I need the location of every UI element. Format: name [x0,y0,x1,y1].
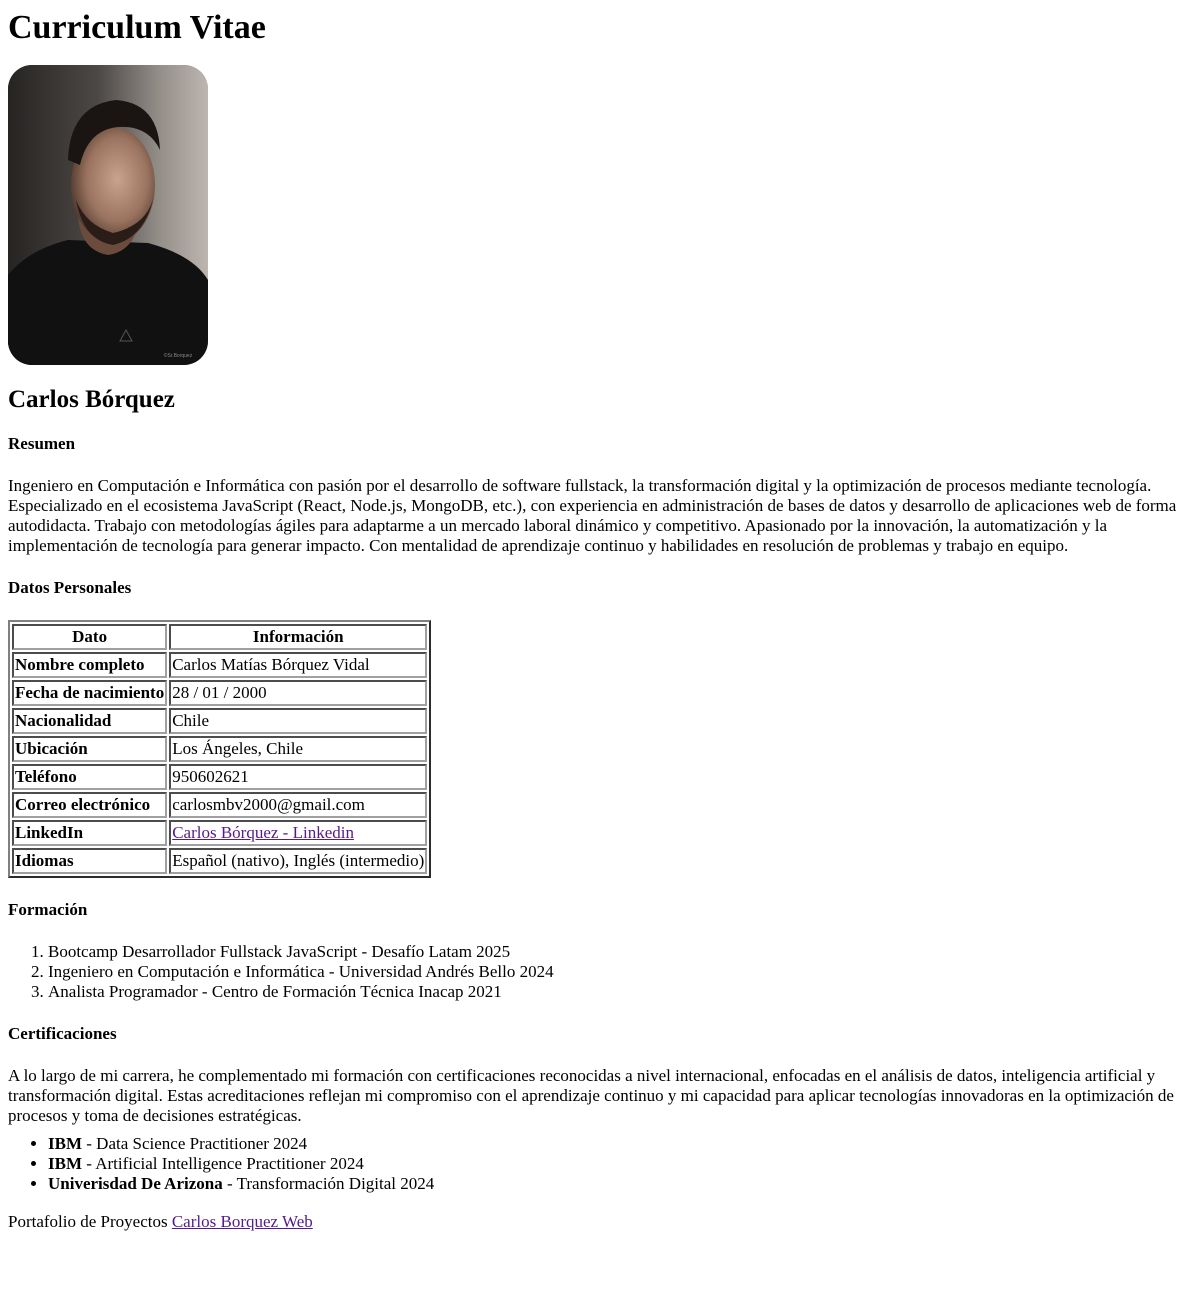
education-heading: Formación [8,900,88,919]
profile-photo [8,65,208,365]
personal-data-table [8,620,431,878]
cert-issuer: IBM [48,1134,82,1153]
personal-data-heading: Datos Personales [8,578,132,597]
page-title: Curriculum Vitae [8,9,266,46]
table-row [12,736,427,762]
list-item [48,1134,1184,1154]
table-row [12,708,427,734]
table-header-row [12,624,427,650]
list-item: 2. Ingeniero en Computación e Informática - Universidad Andrés Bello 2024 [48,962,1184,982]
certifications-text: A lo largo de mi carrera, he complementado mi formación con certificaciones reconocidas a nivel internacional, enfocadas en el análisis de datos, inteligencia artificial y transformación digital. Estas acreditaciones reflejan mi compromiso con el aprendizaje continuo y mi capacidad para aplicar tecnologías innovadoras en la optimización de procesos y toma de decisiones estratégicas. [8,1066,1174,1125]
summary-heading: Resumen [8,434,76,453]
row-value: Los Ángeles, Chile [169,736,427,762]
row-label: LinkedIn [12,820,167,846]
photo-watermark: ©Sr.Borquez [163,353,193,359]
cert-title: - Transformación Digital 2024 [222,1174,435,1193]
row-value: Español (nativo), Inglés (intermedio) [169,848,427,874]
cert-title: - Data Science Practitioner 2024 [82,1134,308,1153]
table-row [12,652,427,678]
table-row [12,848,427,874]
row-label: Ubicación [12,736,167,762]
cert-title: - Artificial Intelligence Practitioner 2024 [82,1154,364,1173]
cert-issuer: Univerisdad De Arizona [48,1174,223,1193]
row-label: Nacionalidad [12,708,167,734]
portfolio-line [8,1212,1184,1232]
profile-name: Carlos Bórquez [8,386,175,413]
summary-text: Ingeniero en Computación e Informática con pasión por el desarrollo de software fullstack, la transformación digital y la optimización de procesos mediante tecnología. Especializado en el ecosistema JavaScript (React, Node.js, MongoDB, etc.), con experiencia en administración de bases de datos y desarrollo de aplicaciones web de forma autodidacta. Trabajo con metodologías ágiles para adaptarme a un mercado laboral dinámico y competitivo. Apasionado por la innovación, la automatización y la implementación de tecnología para generar impacto. Con mentalidad de aprendizaje continuo y habilidades en resolución de problemas y trabajo en equipo. [8,476,1177,555]
list-item [48,1154,1184,1174]
table-row [12,680,427,706]
row-value [169,820,427,846]
table-row [12,764,427,790]
cert-issuer: IBM [48,1154,82,1173]
row-value: Chile [169,708,427,734]
table-row [12,792,427,818]
column-header-dato: Dato [12,624,167,650]
list-item [48,1174,1184,1194]
certifications-list [8,1134,1184,1194]
list-item: 1. Bootcamp Desarrollador Fullstack JavaScript - Desafío Latam 2025 [48,942,1184,962]
row-value: 950602621 [169,764,427,790]
portfolio-label: Portafolio de Proyectos [8,1212,172,1231]
row-label: Teléfono [12,764,167,790]
certifications-heading: Certificaciones [8,1024,117,1043]
education-list [8,942,1184,1002]
portfolio-link[interactable]: Carlos Borquez Web [171,1212,313,1231]
column-header-informacion: Información [169,624,427,650]
row-value: 28 / 01 / 2000 [169,680,427,706]
list-item: 3. Analista Programador - Centro de Formación Técnica Inacap 2021 [48,982,1184,1002]
row-value: Carlos Matías Bórquez Vidal [169,652,427,678]
table-row [12,820,427,846]
row-label: Nombre completo [12,652,167,678]
row-value: carlosmbv2000@gmail.com [169,792,427,818]
row-label: Idiomas [12,848,167,874]
row-label: Fecha de nacimiento [12,680,167,706]
linkedin-link[interactable]: Carlos Bórquez - Linkedin [172,823,354,842]
row-label: Correo electrónico [12,792,167,818]
profile-photo-illustration [8,65,208,365]
